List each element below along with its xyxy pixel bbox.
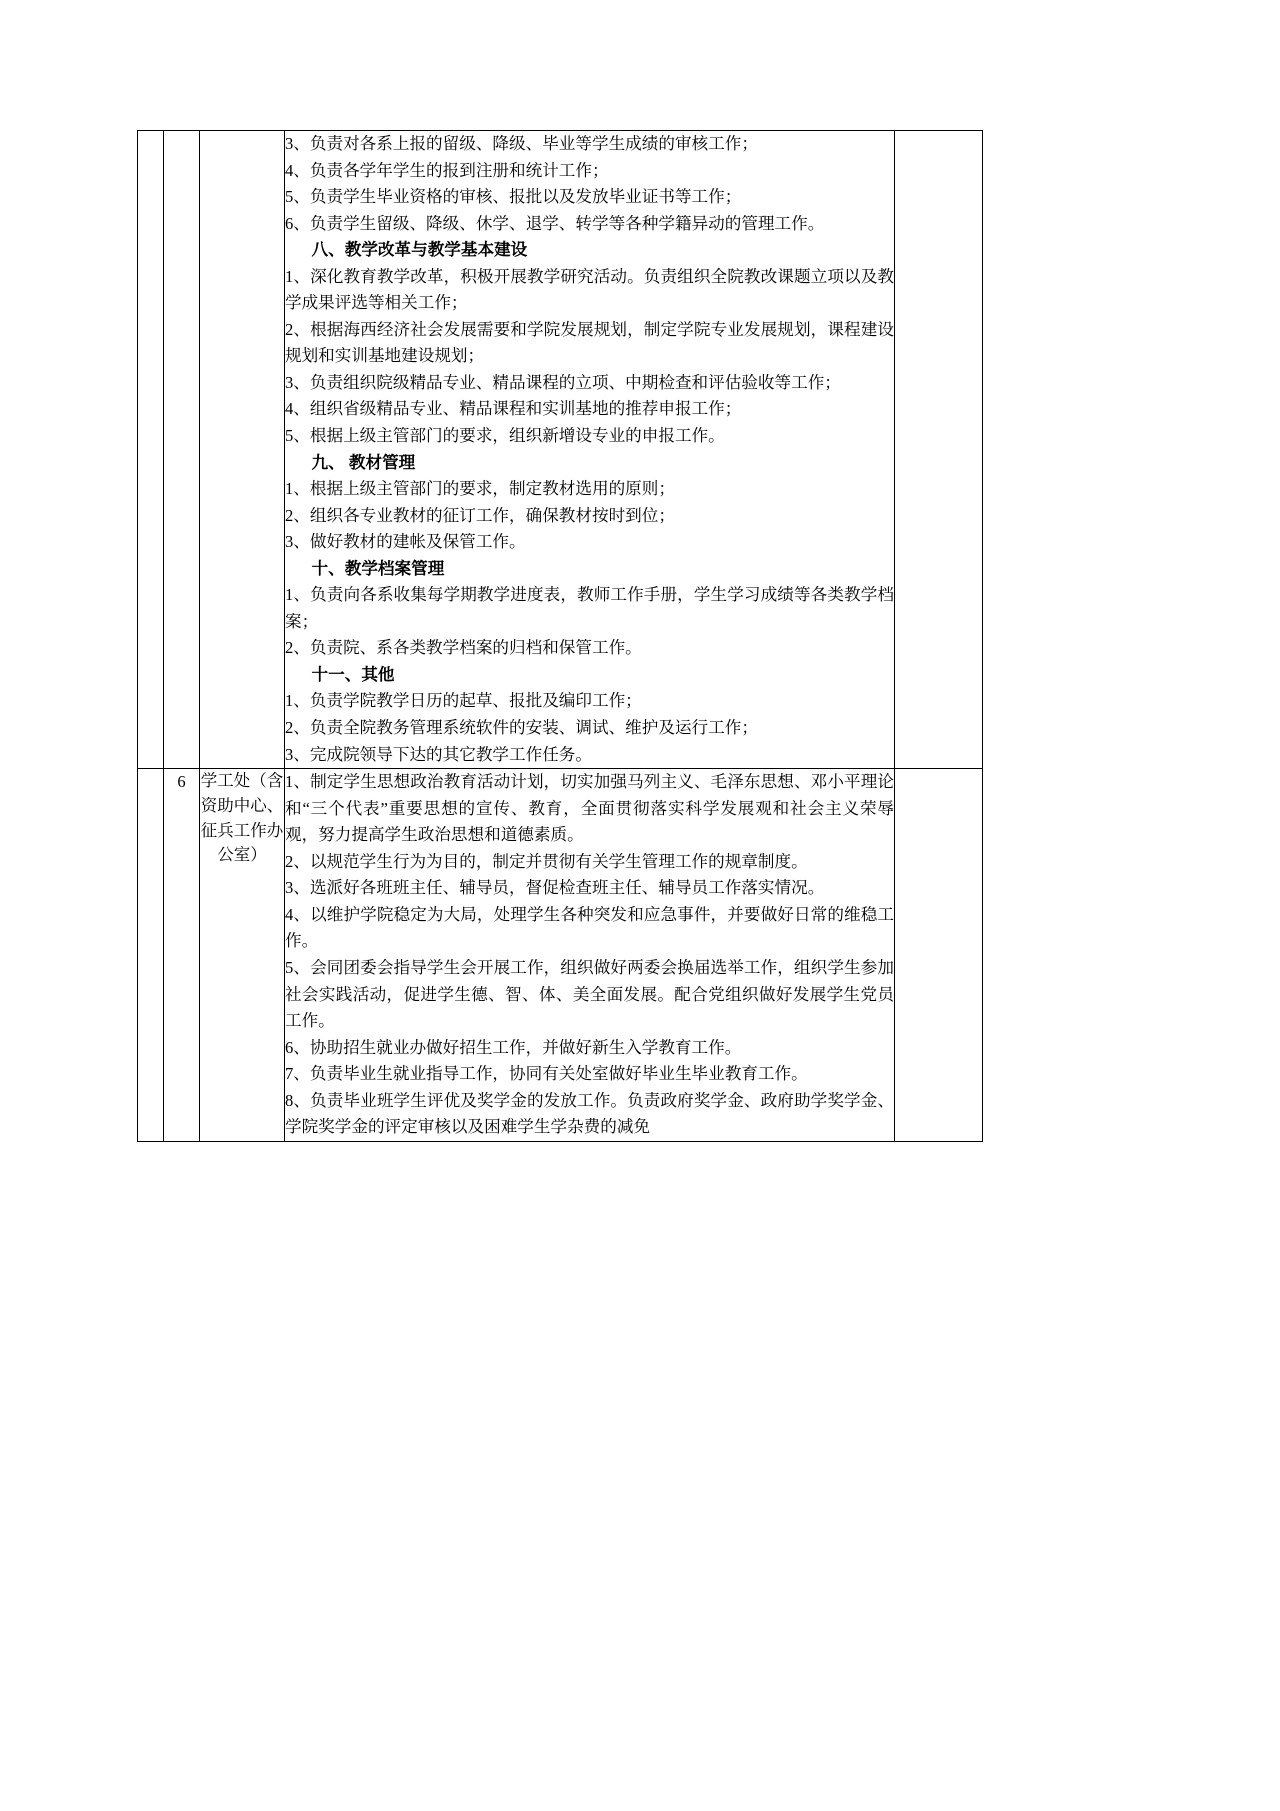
content-line: 5、负责学生毕业资格的审核、报批以及发放毕业证书等工作； [285, 187, 742, 207]
content-line: 3、负责对各系上报的留级、降级、毕业等学生成绩的审核工作； [285, 134, 758, 153]
row-marker-cell [138, 131, 164, 769]
content-line: 2、负责院、系各类教学档案的归档和保管工作。 [285, 638, 642, 658]
content-line: 1、负责学院教学日历的起草、报批及编印工作； [285, 691, 642, 711]
content-line: 3、完成院领导下达的其它教学工作任务。 [285, 744, 592, 764]
content-line: 6、负责学生留级、降级、休学、退学、转学等各种学籍异动的管理工作。 [285, 213, 825, 233]
content-line: 2、负责全院教务管理系统软件的安装、调试、维护及运行工作； [285, 718, 758, 738]
content-line: 4、组织省级精品专业、精品课程和实训基地的推荐申报工作； [285, 399, 742, 419]
content-heading: 十一、其他 [311, 664, 395, 684]
row-content-cell [285, 769, 895, 1142]
content-line: 1、制定学生思想政治教育活动计划，切实加强马列主义、毛泽东思想、邓小平理论和“三个代表”重要思想的宣传、教育，全面贯彻落实科学发展观和社会主义荣辱观，努力提高学生政治思想和道德素质。 [285, 772, 894, 845]
content-line: 1、深化教育教学改革，积极开展教学研究活动。负责组织全院教改课题立项以及教学成果评选等相关工作； [285, 266, 894, 313]
row-remark-cell [895, 769, 983, 1142]
content-line: 1、根据上级主管部门的要求，制定教材选用的原则； [285, 479, 675, 499]
content-line: 7、负责毕业生就业指导工作，协同有关处室做好毕业生毕业教育工作。 [285, 1064, 808, 1084]
content-heading: 九、 教材管理 [311, 452, 416, 472]
content-line: 3、负责组织院级精品专业、精品课程的立项、中期检查和评估验收等工作； [285, 372, 841, 392]
row-department-cell: 学工处（含资助中心、征兵工作办公室） [200, 769, 285, 1142]
content-line: 6、协助招生就业办做好招生工作，并做好新生入学教育工作。 [285, 1037, 742, 1057]
content-line: 5、会同团委会指导学生会开展工作，组织做好两委会换届选举工作，组织学生参加社会实践活动，促进学生德、智、体、美全面发展。配合党组织做好发展学生党员工作。 [285, 957, 894, 1031]
content-line: 1、负责向各系收集每学期教学进度表，教师工作手册，学生学习成绩等各类教学档案； [285, 585, 894, 631]
content-line: 2、根据海西经济社会发展需要和学院发展规划，制定学院专业发展规划，课程建设规划和实训基地建设规划； [285, 319, 894, 366]
row-content-cell [285, 131, 895, 769]
content-line: 8、负责毕业班学生评优及奖学金的发放工作。负责政府奖学金、政府助学奖学金、学院奖学金的评定审核以及困难学生学杂费的减免 [285, 1090, 894, 1137]
row-marker-cell [138, 769, 164, 1142]
content-line: 4、负责各学年学生的报到注册和统计工作； [285, 160, 609, 180]
row-remark-cell [895, 131, 983, 769]
table-row [138, 769, 983, 1142]
row-number-cell: 6 [164, 769, 200, 1142]
table-row [138, 131, 983, 769]
content-line: 4、以维护学院稳定为大局，处理学生各种突发和应急事件，并要做好日常的维稳工作。 [285, 904, 894, 951]
row-number-cell [164, 131, 200, 769]
content-line: 2、以规范学生行为为目的，制定并贯彻有关学生管理工作的规章制度。 [285, 851, 808, 871]
content-line: 2、组织各专业教材的征订工作，确保教材按时到位； [285, 505, 675, 525]
row-department-cell [200, 131, 285, 769]
content-heading: 八、教学改革与教学基本建设 [311, 240, 528, 260]
content-line: 3、选派好各班班主任、辅导员，督促检查班主任、辅导员工作落实情况。 [285, 878, 825, 898]
responsibilities-table [137, 130, 983, 1142]
content-line: 5、根据上级主管部门的要求，组织新增设专业的申报工作。 [285, 426, 725, 446]
content-line: 3、做好教材的建帐及保管工作。 [285, 532, 526, 552]
content-heading: 十、教学档案管理 [311, 558, 445, 578]
